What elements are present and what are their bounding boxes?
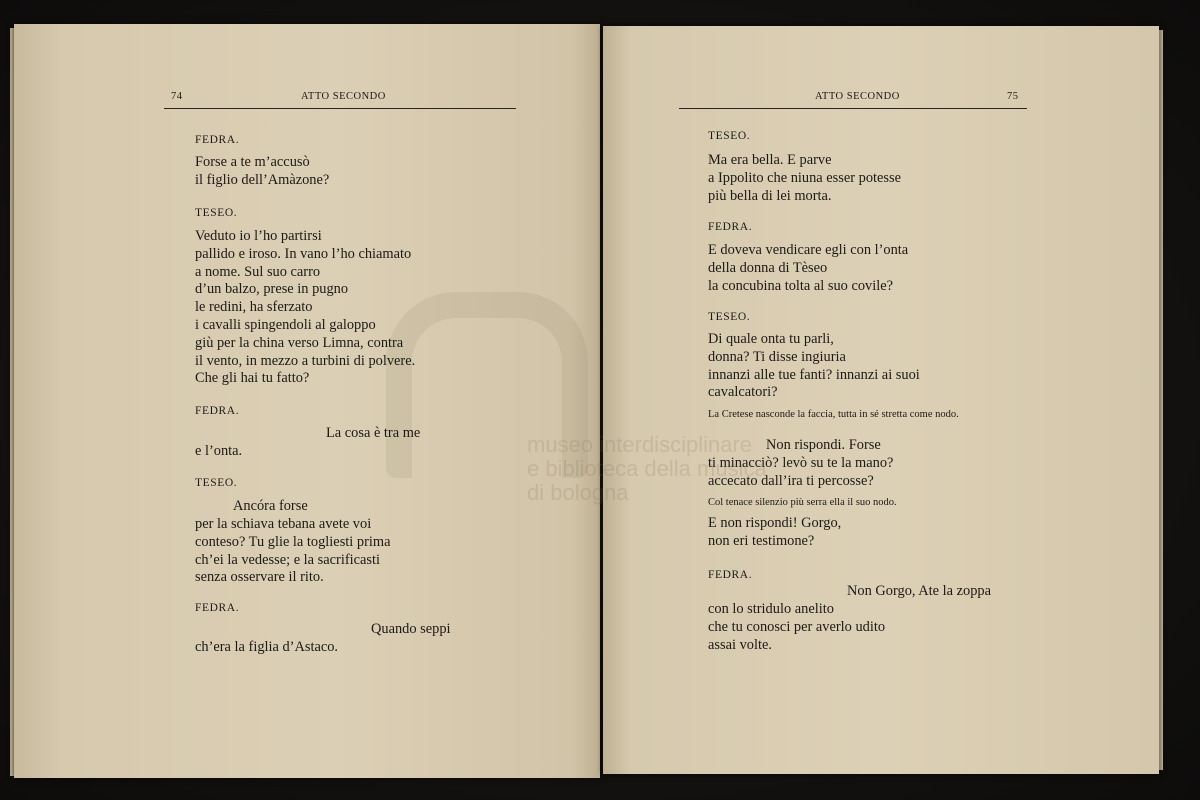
dialogue-block: per la schiava tebana avete voi conteso? Tu glie la togliesti prima ch’ei la vedesse; e la sacrificasti senza osservare il rito. — [195, 516, 391, 586]
dialogue-line: Non rispondi. Forse — [766, 437, 881, 453]
speaker-label: TESEO. — [708, 130, 751, 142]
speaker-label: FEDRA. — [195, 602, 240, 614]
dialogue-block: Veduto io l’ho partirsi pallido e iroso. In vano l’ho chiamato a nome. Sul suo carro d’un balzo, prese in pugno le redini, ha sferzato i cavalli spingendoli al galoppo giù per la china verso Limna, contra il vento, in mezzo a turbini di polvere. Che gli hai tu fatto? — [195, 228, 416, 387]
dialogue-block: E non rispondi! Gorgo, non eri testimone? — [708, 515, 842, 549]
dialogue-line: Ancóra forse — [233, 498, 308, 514]
dialogue-block: ti minacciò? levò su te la mano? accecato dall’ira ti percosse? — [708, 455, 894, 489]
watermark-text: museo interdisciplinare e biblioteca della musica di bologna — [527, 432, 767, 505]
speaker-label: FEDRA. — [708, 221, 753, 233]
dialogue-block: Ma era bella. E parve a Ippolito che niuna esser potesse più bella di lei morta. — [708, 152, 902, 204]
dialogue-line: Non Gorgo, Ate la zoppa — [847, 583, 992, 599]
dialogue-line: La cosa è tra me — [326, 425, 421, 441]
right-page — [603, 26, 1159, 774]
dialogue-line: Quando seppi — [371, 621, 451, 637]
speaker-label: FEDRA. — [195, 405, 240, 417]
speaker-label: TESEO. — [195, 207, 238, 219]
header-rule-left — [164, 108, 516, 109]
dialogue-line: ch’era la figlia d’Astaco. — [195, 639, 339, 655]
running-head-left: ATTO SECONDO — [301, 91, 386, 102]
page-number-right: 75 — [1007, 91, 1019, 102]
speaker-label: TESEO. — [195, 477, 238, 489]
running-head-right: ATTO SECONDO — [815, 91, 900, 102]
dialogue-line: e l’onta. — [195, 443, 243, 459]
dialogue-block: Forse a te m’accusò il figlio dell’Amàzone? — [195, 154, 330, 188]
stage-direction: Col tenace silenzio più serra ella il suo nodo. — [708, 497, 897, 508]
speaker-label: FEDRA. — [195, 134, 240, 146]
dialogue-block: Di quale onta tu parli, donna? Ti disse ingiuria innanzi alle tue fanti? innanzi ai suoi cavalcatori? — [708, 331, 920, 401]
dialogue-block: con lo stridulo anelito che tu conosci per averlo udito assai volte. — [708, 601, 886, 653]
page-number-left: 74 — [171, 91, 183, 102]
dialogue-block: E doveva vendicare egli con l’onta della donna di Tèseo la concubina tolta al suo covile? — [708, 242, 909, 294]
speaker-label: FEDRA. — [708, 569, 753, 581]
stage-direction: La Cretese nasconde la faccia, tutta in sé stretta come nodo. — [708, 409, 959, 420]
left-page — [14, 24, 600, 778]
header-rule-right — [679, 108, 1027, 109]
speaker-label: TESEO. — [708, 311, 751, 323]
